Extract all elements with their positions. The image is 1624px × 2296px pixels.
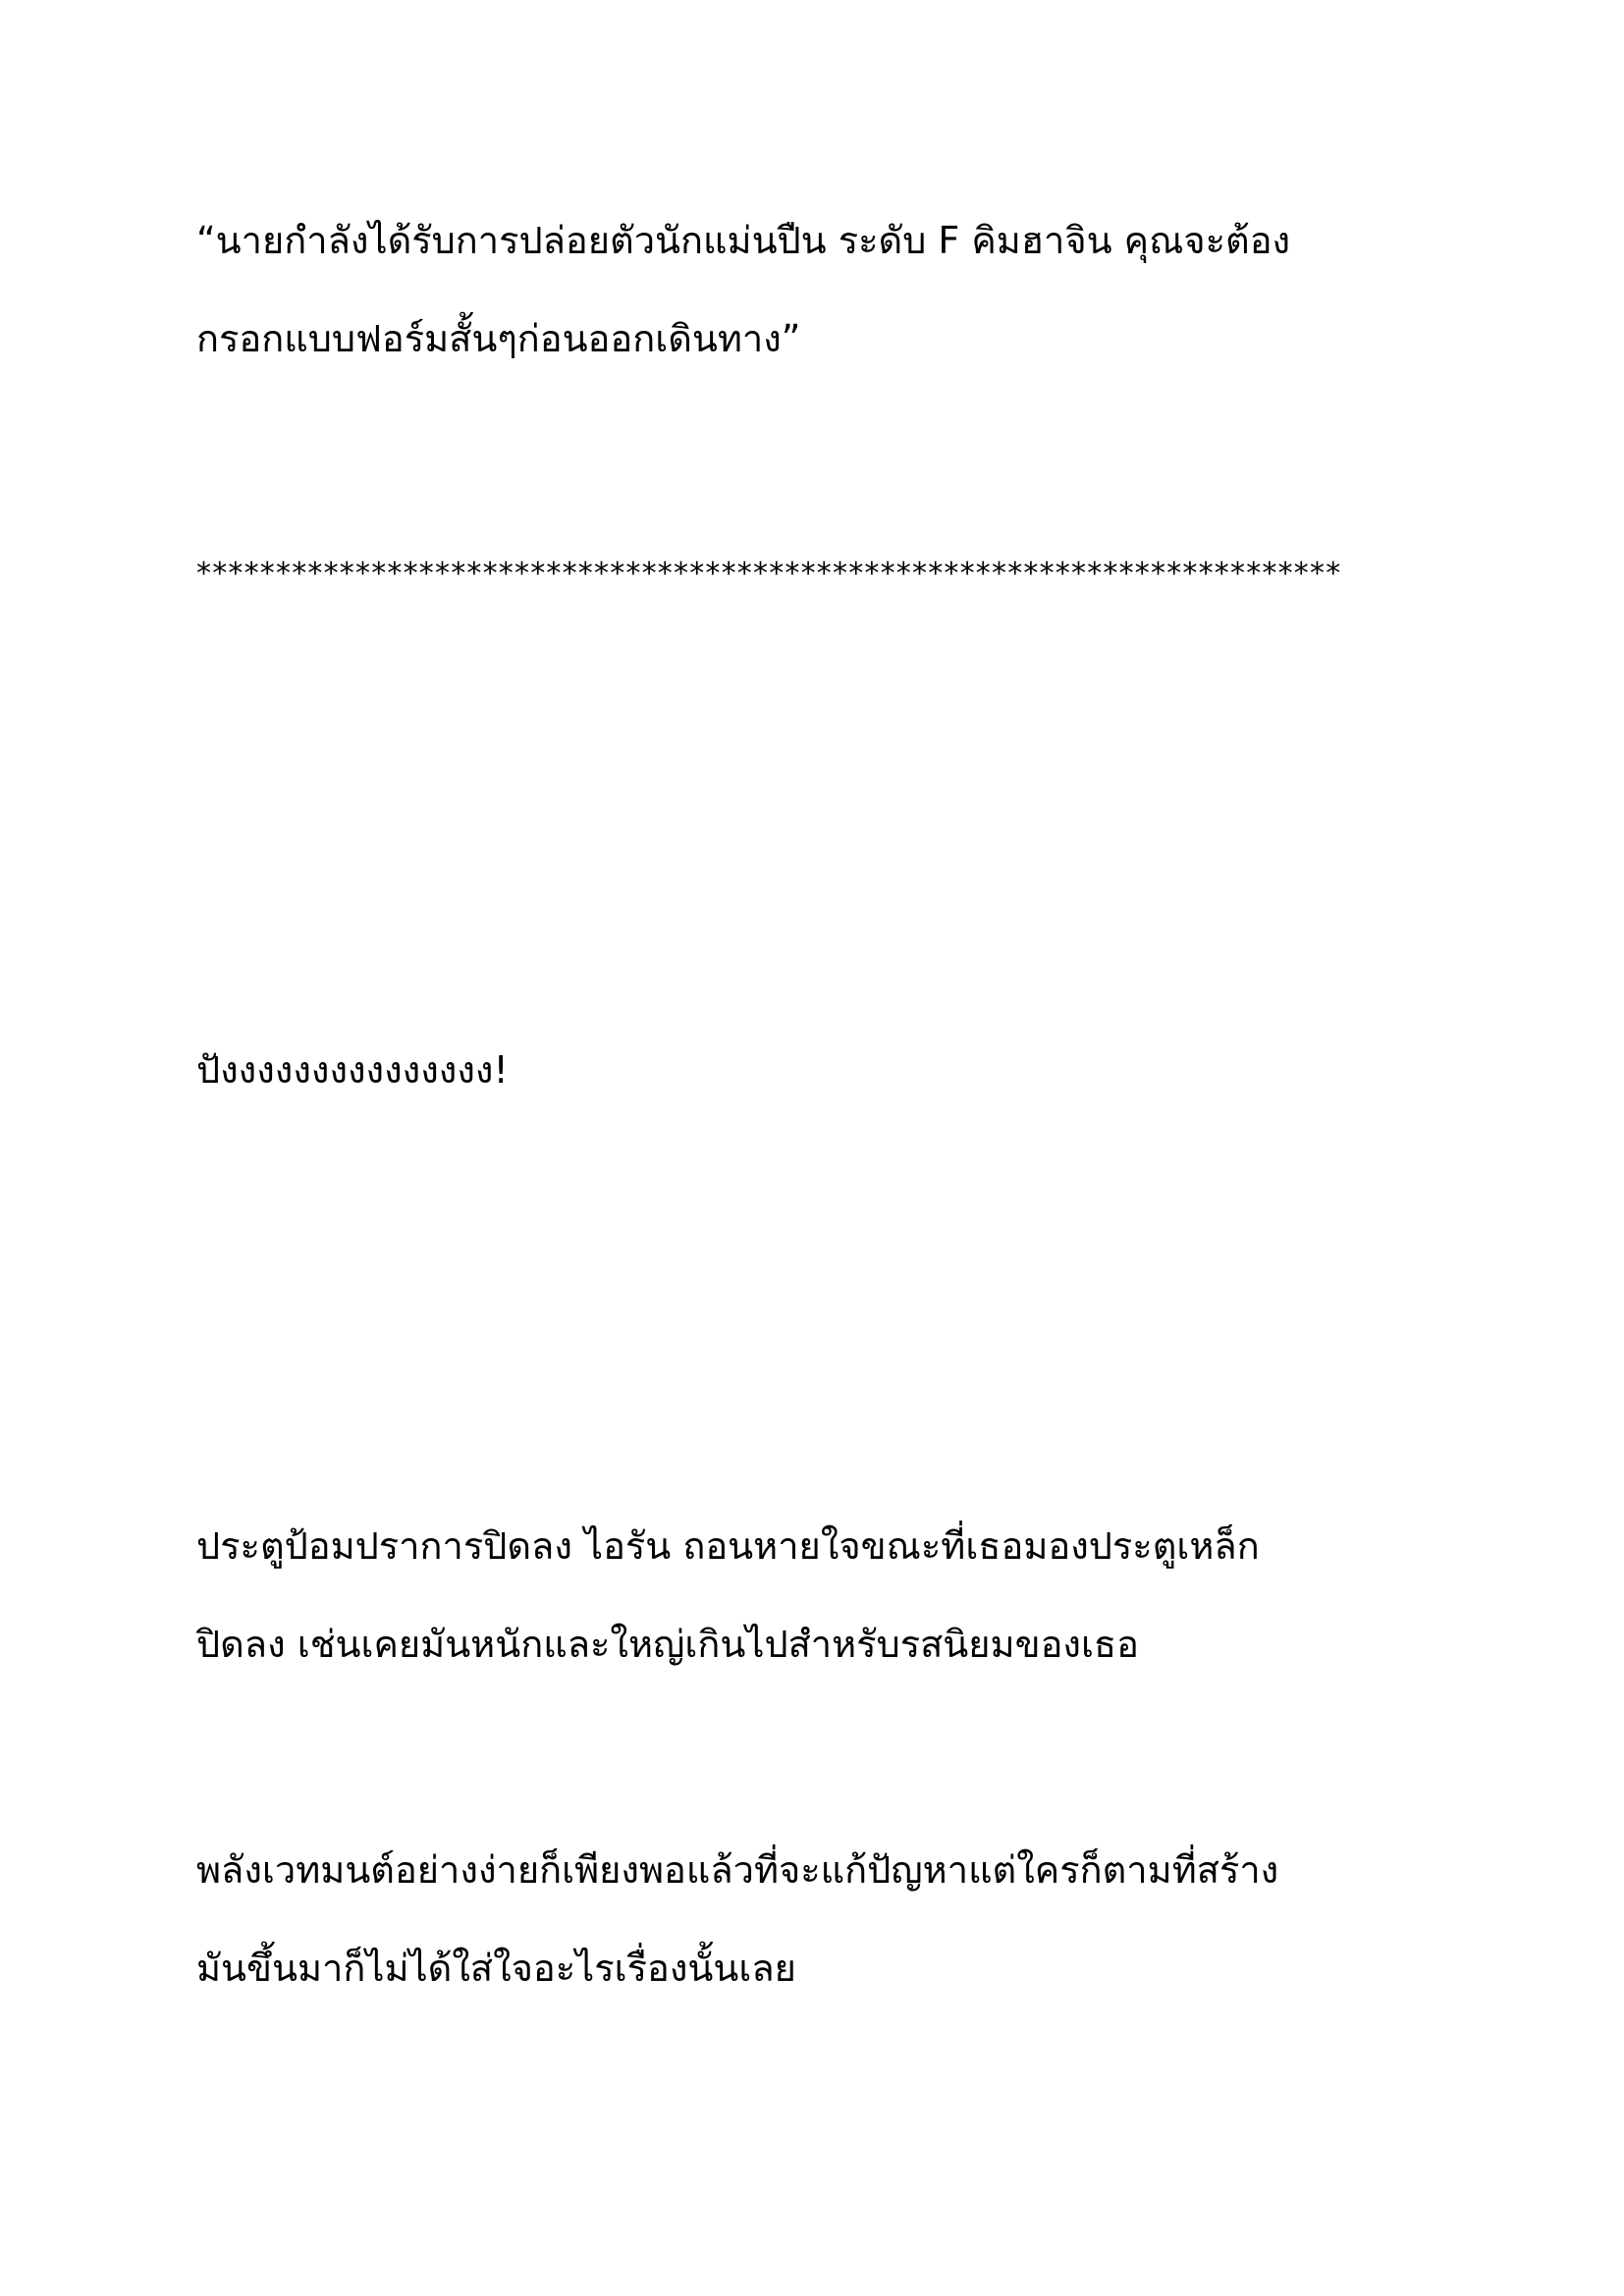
- text-line: พลังเวทมนต์อย่างง่ายก็เพียงพอแล้วที่จะแก้ปัญหาแต่ใครก็ตามที่สร้าง: [196, 1848, 1279, 1892]
- dialogue-paragraph: [196, 191, 1434, 388]
- text-line: ประตูป้อมปราการปิดลง ไอรัน ถอนหายใจขณะที่เธอมองประตูเหล็ก: [196, 1524, 1260, 1568]
- text-line: “นายกำลังได้รับการปล่อยตัวนักแม่นปืน ระดับ F คิมฮาจิน คุณจะต้อง: [196, 219, 1291, 262]
- narrative-paragraph: [196, 1821, 1434, 2017]
- separator-line: ************************************************************************: [196, 557, 1342, 591]
- scene-separator: [196, 525, 1434, 623]
- text-line: ปังงงงงงงงงงงงงงง!: [196, 1048, 509, 1092]
- text-line: ปิดลง เช่นเคยมันหนักและใหญ่เกินไปสำหรับรสนิยมของเธอ: [196, 1623, 1139, 1666]
- narrative-paragraph: [196, 1497, 1434, 1693]
- sound-effect-paragraph: [196, 1021, 1434, 1119]
- text-line: กรอกแบบฟอร์มสั้นๆก่อนออกเดินทาง”: [196, 317, 801, 360]
- text-line: มันขึ้นมาก็ไม่ได้ใส่ใจอะไรเรื่องนั้นเลย: [196, 1947, 796, 1990]
